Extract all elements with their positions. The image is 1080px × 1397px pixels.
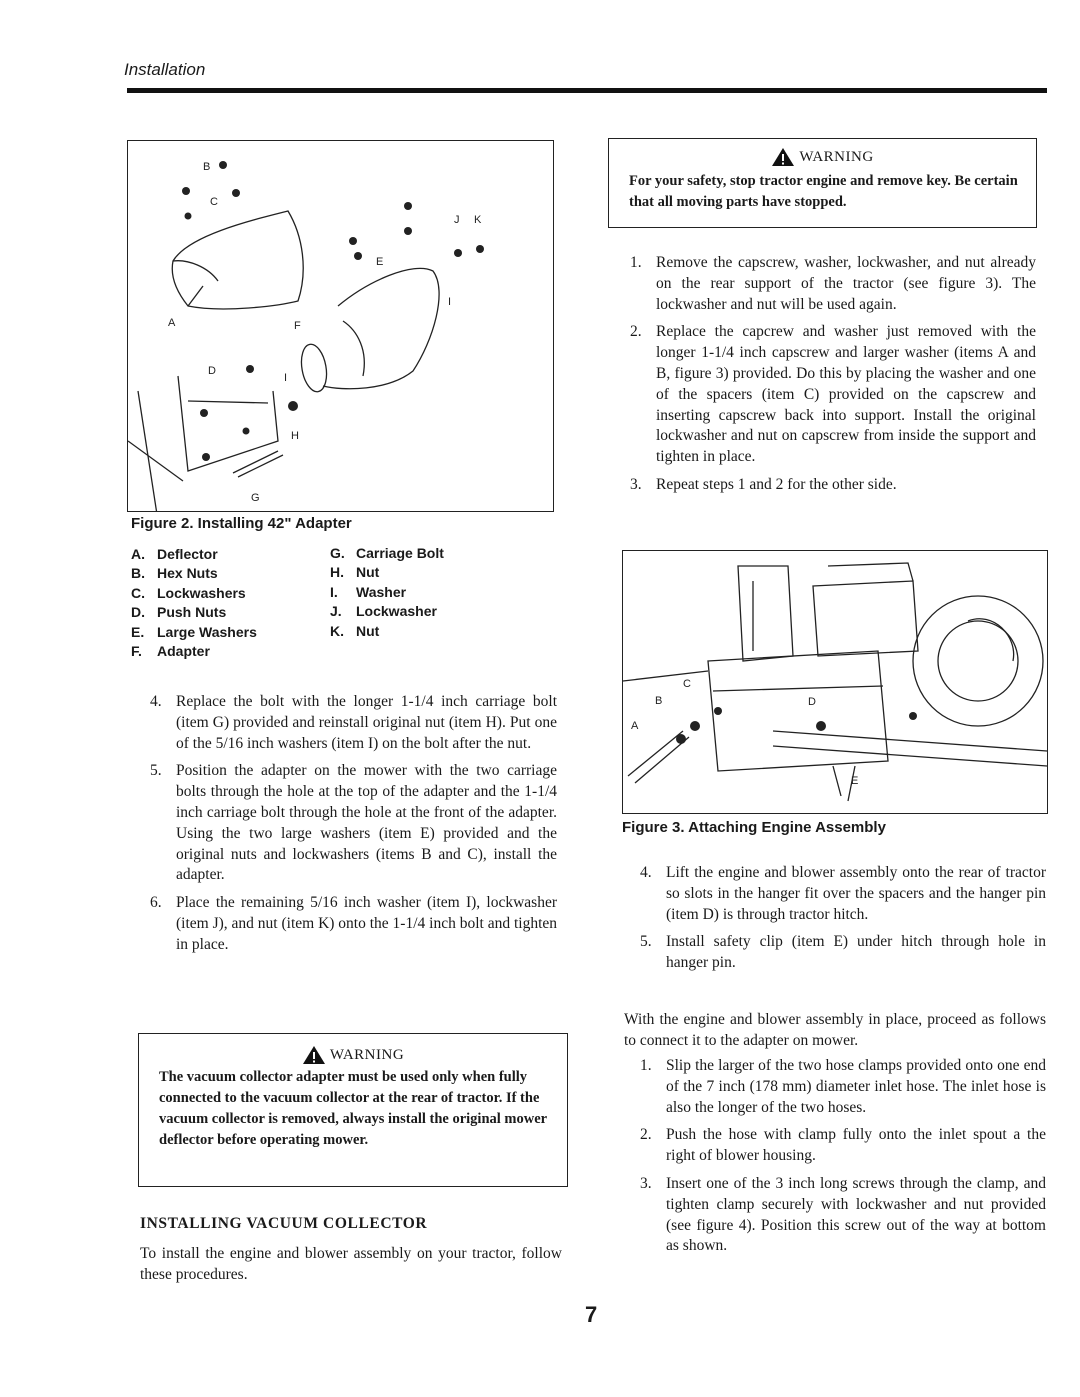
subheading-installing-vacuum-collector: INSTALLING VACUUM COLLECTOR [140, 1215, 428, 1232]
list-item: 6. Place the remaining 5/16 inch washer (item I), lockwasher (item J), and nut (item K) onto the 1-1/4 inch bolt and tighten in place. [150, 894, 557, 953]
list-item: 4. Lift the engine and blower assembly onto the rear of tractor so slots in the hanger fit over the spacers and the hanger pin (item D) is through tractor hitch. [640, 864, 1046, 923]
paragraph-connect-adapter: With the engine and blower assembly in place, proceed as follows to connect it to the adapter on mower. [624, 1011, 1046, 1049]
list-item: 3. Repeat steps 1 and 2 for the other side. [630, 475, 897, 493]
fig2-callout-e: E [376, 256, 384, 268]
legend-item: F. Adapter [131, 643, 210, 660]
warning-title: WARNING [799, 148, 874, 165]
legend-item: I. Washer [330, 583, 407, 600]
figure-3-illustration [622, 550, 1048, 814]
list-item: 5. Install safety clip (item E) under hitch through hole in hanger pin. [640, 933, 1046, 972]
header-rule [127, 88, 1047, 93]
list-item: 3. Insert one of the 3 inch long screws through the clamp, and tighten clamp securely with lockwasher and nut provided (see figure 4). Position this screw out of the way at bottom as shown. [640, 1174, 1046, 1255]
fig2-callout-k: K [474, 214, 482, 226]
list-item: 1. Remove the capscrew, washer, lockwasher, and nut already on the rear support of the tractor (see figure 3). The lockwasher and nut will be used again. [630, 254, 1036, 313]
legend-item: K. Nut [330, 622, 380, 639]
figure-3-drawing [623, 551, 1047, 813]
warning-triangle-icon [771, 147, 795, 167]
fig2-callout-a: A [168, 317, 176, 329]
warning-box-safety [608, 138, 1037, 228]
warning-box-vacuum [138, 1033, 568, 1187]
warning-heading [139, 1045, 567, 1065]
fig2-callout-c: C [210, 196, 218, 208]
fig2-callout-h: H [291, 430, 299, 442]
fig3-callout-d: D [808, 696, 816, 708]
steps-hose-clamps [640, 1056, 1046, 1264]
warning-text: For your safety, stop tractor engine and remove key. Be certain that all moving parts have stopped. [629, 173, 1018, 210]
section-label: Installation [124, 60, 206, 79]
legend-item: H. Nut [330, 564, 380, 581]
legend-item: G. Carriage Bolt [330, 545, 444, 561]
fig3-callout-b: B [655, 695, 663, 707]
fig2-callout-j: J [454, 214, 460, 226]
list-item: 2. Replace the capcrew and washer just removed with the longer 1-1/4 inch capscrew and larger washer (items A and B, figure 3) provided. Do this by placing the washer and one of the spacers (item C) provided on the capscrew and inserting capscrew back into support. Install the original lockwasher and nut on capscrew from inside the support and tighten in place. [630, 323, 1036, 466]
legend-item: C. Lockwashers [131, 584, 246, 601]
fig3-callout-c: C [683, 678, 691, 690]
list-item: 5. Position the adapter on the mower with the two carriage bolts through the hole at the top of the adapter and the 1-1/4 inch carriage bolt through the hole at the front of the adapter. Using the two large washers (item E) provided and the original nuts and lockwashers (items B and C), install the adapter. [150, 762, 557, 884]
figure-2-illustration [127, 140, 554, 512]
warning-triangle-icon [302, 1045, 326, 1065]
legend-item: D. Push Nuts [131, 604, 227, 621]
warning-heading [609, 147, 1036, 167]
steps-install-adapter [150, 692, 557, 963]
fig2-callout-i: I [284, 372, 288, 384]
list-item: 2. Push the hose with clamp fully onto the inlet spout a the right of blower housing. [640, 1126, 1046, 1165]
list-item: 1. Slip the larger of the two hose clamps provided onto one end of the 7 inch (178 mm) diameter inlet hose. The inlet hose is also the longer of the two hoses. [640, 1057, 1046, 1116]
figure-2-caption: Figure 2. Installing 42" Adapter [131, 515, 352, 532]
fig3-callout-a: A [631, 720, 639, 732]
paragraph-intro-procedures: To install the engine and blower assembly on your tractor, follow these procedures. [140, 1245, 562, 1283]
fig2-callout-d: D [208, 365, 216, 377]
fig3-callout-e: E [851, 775, 859, 787]
legend-item: A. Deflector [131, 546, 218, 562]
figure-3-caption: Figure 3. Attaching Engine Assembly [622, 819, 886, 836]
warning-title: WARNING [329, 1046, 405, 1063]
legend-item: B. Hex Nuts [131, 565, 218, 582]
steps-lift-engine [640, 863, 1046, 981]
figure-2-legend-left [131, 545, 321, 661]
legend-item: E. Large Washers [131, 623, 257, 640]
page-number: 7 [585, 1302, 598, 1327]
fig2-callout-f: F [294, 320, 301, 332]
figure-2-legend-right [330, 544, 510, 641]
fig2-callout-b: B [203, 161, 211, 173]
fig2-callout-g: G [251, 492, 260, 504]
warning-text: The vacuum collector adapter must be used only when fully connected to the vacuum collector at the rear of tractor. If the vacuum collector is removed, always install the original mower deflector before operating mower. [159, 1069, 547, 1148]
fig2-callout-i-top: I [448, 296, 452, 308]
legend-item: J. Lockwasher [330, 603, 437, 620]
steps-remove-capscrew [630, 253, 1036, 503]
figure-2-drawing [128, 141, 553, 511]
list-item: 4. Replace the bolt with the longer 1-1/4 inch carriage bolt (item G) provided and reinstall original nut (item H). Put one of the 5/16 inch washers (item I) on the bolt after the nut. [150, 693, 557, 752]
